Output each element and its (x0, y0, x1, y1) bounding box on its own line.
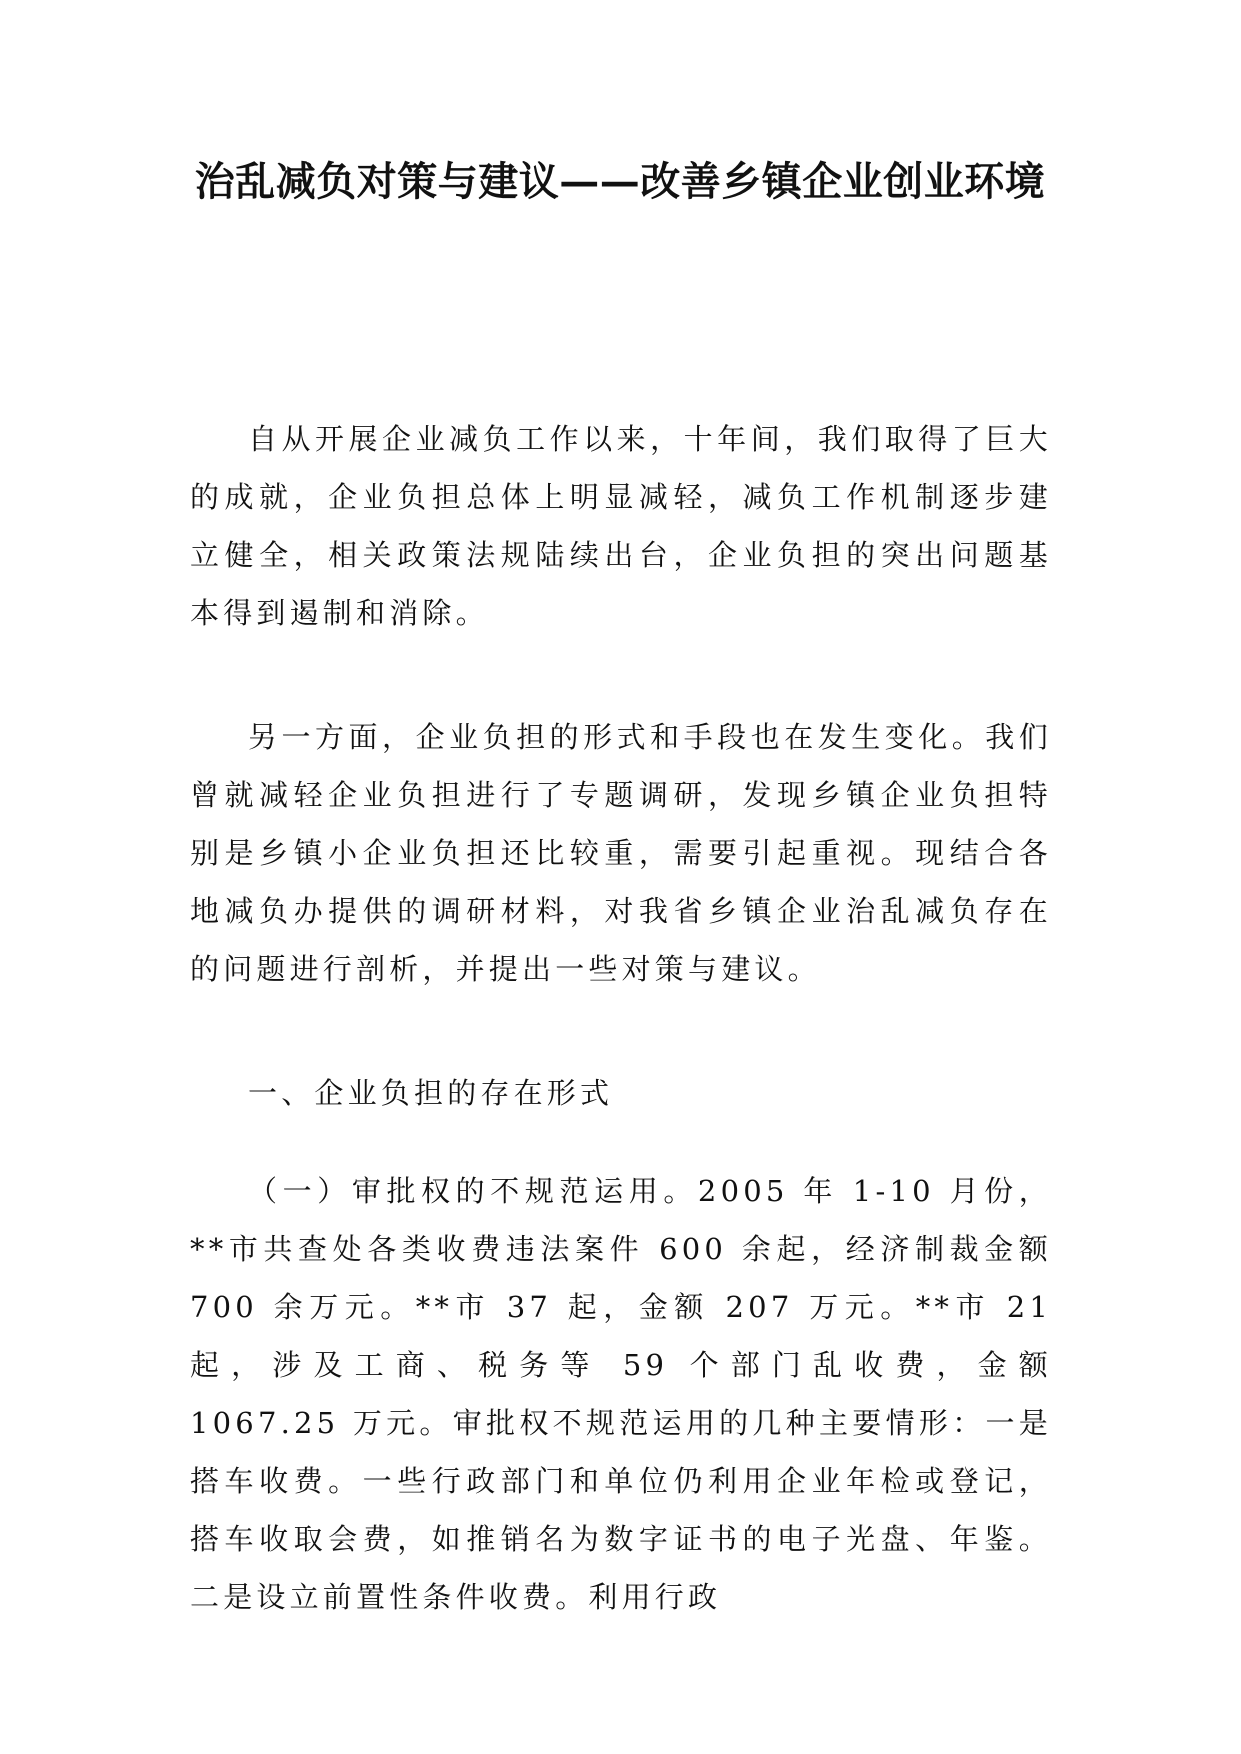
paragraph-section-one: （一）审批权的不规范运用。2005 年 1-10 月份，**市共查处各类收费违法案件 600 余起，经济制裁金额 700 余万元。**市 37 起，金额 207 万元。**市 21 起，涉及工商、税务等 59 个部门乱收费，金额 1067.25 万元。审批权不规范运用的几种主要情形：一是搭车收费。一些行政部门和单位仍利用企业年检或登记，搭车收取会费，如推销名为数字证书的电子光盘、年鉴。二是设立前置性条件收费。利用行政 (190, 1174, 1052, 1614)
paragraph-background: 另一方面，企业负担的形式和手段也在发生变化。我们曾就减轻企业负担进行了专题调研，发现乡镇企业负担特别是乡镇小企业负担还比较重，需要引起重视。现结合各地减负办提供的调研材料，对我省乡镇企业治乱减负存在的问题进行剖析，并提出一些对策与建议。 (190, 720, 1052, 986)
section-heading: 一、企业负担的存在形式 (248, 1076, 614, 1110)
document-title: 治乱减负对策与建议——改善乡镇企业创业环境 (194, 158, 1046, 205)
paragraph-intro: 自从开展企业减负工作以来，十年间，我们取得了巨大的成就，企业负担总体上明显减轻，减负工作机制逐步建立健全，相关政策法规陆续出台，企业负担的突出问题基本得到遏制和消除。 (190, 422, 1052, 630)
